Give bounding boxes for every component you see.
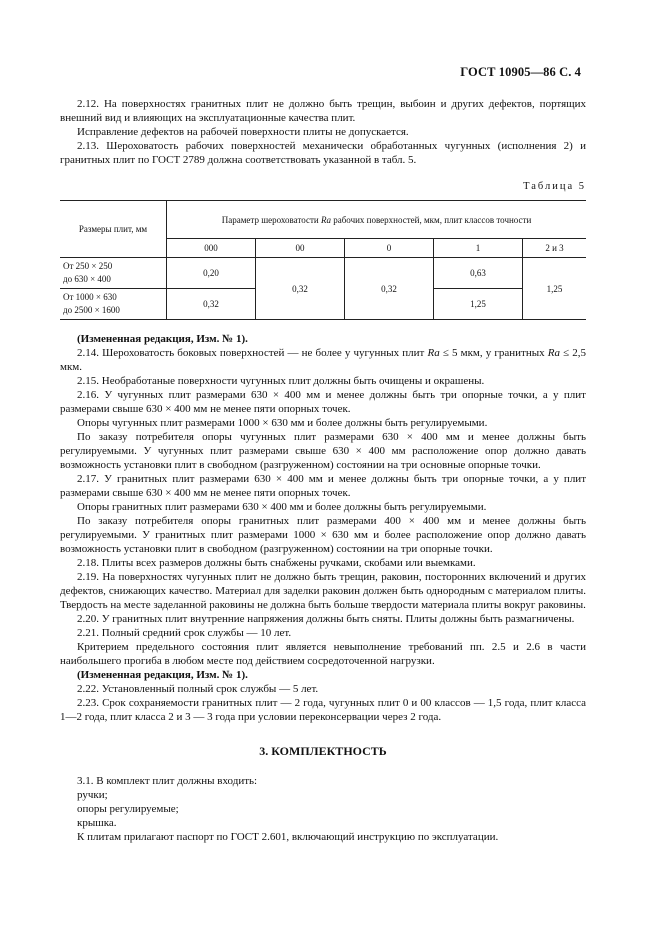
paragraph: 2.19. На поверхностях чугунных плит не должно быть трещин, раковин, посторонних включений и других дефектов, снижающих качество. Материал для заделки раковин должен быть однородным с материалом плиты. Твердость на месте заделанной раковины не должна быть больше твердости материала плиты вокруг раковины. [60, 571, 586, 611]
paragraph: 2.15. Необработаные поверхности чугунных плит должны быть очищены и окрашены. [77, 375, 485, 387]
table-cell-size: От 250 × 250 до 630 × 400 [60, 258, 167, 289]
table-cell: 0,32 [167, 289, 256, 320]
paragraph: 2.13. Шероховатость рабочих поверхностей механически обработанных чугунных (исполнения 2) и гранитных плит по ГОСТ 2789 должна соответствовать указанной в табл. 5. [60, 140, 586, 166]
requirements-section [60, 332, 586, 724]
paragraph: 2.14. Шероховатость боковых поверхностей — не более у чугунных плит Ra ≤ 5 мкм, у гранитных Ra ≤ 2,5 мкм. [60, 347, 586, 373]
paragraph: 2.20. У гранитных плит внутренние напряжения должны быть сняты. Плиты должны быть размагничены. [77, 613, 575, 625]
table-cell-merged: 0,32 [345, 258, 434, 320]
table-class-header: 1 [434, 239, 523, 258]
completeness-list [60, 788, 586, 830]
paragraph: 2.16. У чугунных плит размерами 630 × 400 мм и менее должны быть три опорные точки, а у плит размерами свыше 630 × 400 мм не менее пяти опорных точек. [60, 389, 586, 415]
paragraph: 2.23. Срок сохраняемости гранитных плит — 2 года, чугунных плит 0 и 00 классов — 1,5 года, плит класса 1—2 года, плит класса 2 и 3 — 3 года при условии переконсервации через 2 года. [60, 697, 586, 723]
paragraph: По заказу потребителя опоры гранитных плит размерами 400 × 400 мм и менее должны быть регулируемыми. У гранитных плит размерами 1000 × 630 мм и более расположение опор должно давать возможность установки плит в свободном (разгруженном) состоянии на три опорные точки. [60, 515, 586, 555]
document-body [60, 97, 586, 844]
table-cell: 1,25 [434, 289, 523, 320]
table-col-header-size: Размеры плит, мм [60, 201, 167, 258]
paragraph: 2.18. Плиты всех размеров должны быть снабжены ручками, скобами или выемками. [77, 557, 476, 569]
paragraph: Опоры чугунных плит размерами 1000 × 630 мм и более должны быть регулируемыми. [77, 417, 488, 429]
table-row [60, 258, 586, 289]
section-title: 3. КОМПЛЕКТНОСТЬ [259, 744, 387, 758]
roughness-table [60, 200, 586, 320]
paragraph: По заказу потребителя опоры чугунных плит размерами 630 × 400 мм и менее должны быть регулируемыми. У чугунных плит размерами свыше 630 × 400 мм расположение опор должно давать возможность установки плит в свободном (разгруженном) состоянии на три основные опорные точки. [60, 431, 586, 471]
paragraph: Критерием предельного состояния плит является невыполнение требований пп. 2.5 и 2.6 в части наибольшего прогиба в любом месте под действием сосредоточенной нагрузки. [60, 641, 586, 667]
paragraph: Опоры гранитных плит размерами 630 × 400 мм и более должны быть регулируемыми. [77, 501, 487, 513]
paragraph: 2.22. Установленный полный срок службы — 5 лет. [77, 683, 319, 695]
table-cell: 0,20 [167, 258, 256, 289]
table-cell: 0,63 [434, 258, 523, 289]
table-class-header: 0 [345, 239, 434, 258]
list-item: крышка. [77, 817, 117, 829]
paragraph: 2.12. На поверхностях гранитных плит не должно быть трещин, выбоин и других дефектов, портящих внешний вид и влияющих на эксплуатационные качества плит. [60, 98, 586, 124]
table-group-header: Параметр шероховатости Ra рабочих поверхностей, мкм, плит классов точности [167, 201, 587, 239]
paragraph: 2.17. У гранитных плит размерами 630 × 400 мм и менее должны быть три опорные точки, а у плит размерами свыше 630 × 400 мм не менее пяти опорных точек. [60, 473, 586, 499]
page-header: ГОСТ 10905—86 С. 4 [460, 65, 581, 79]
list-item: опоры регулируемые; [77, 803, 179, 815]
table-caption: Таблица 5 [523, 181, 586, 192]
table-class-header: 2 и 3 [523, 239, 587, 258]
paragraph: Исправление дефектов на рабочей поверхности плиты не допускается. [77, 126, 409, 138]
amendment-note: (Измененная редакция, Изм. № 1). [77, 669, 248, 681]
amendment-note: (Измененная редакция, Изм. № 1). [77, 333, 248, 345]
table-cell-merged: 0,32 [256, 258, 345, 320]
table-cell-size: От 1000 × 630 до 2500 × 1600 [60, 289, 167, 320]
section-intro: 3.1. В комплект плит должны входить: [77, 775, 258, 787]
table-class-header: 000 [167, 239, 256, 258]
list-item: ручки; [77, 789, 108, 801]
table-class-header: 00 [256, 239, 345, 258]
table-cell-merged: 1,25 [523, 258, 587, 320]
section-final: К плитам прилагают паспорт по ГОСТ 2.601, включающий инструкцию по эксплуатации. [77, 831, 499, 843]
paragraph: 2.21. Полный средний срок службы — 10 лет. [77, 627, 292, 639]
